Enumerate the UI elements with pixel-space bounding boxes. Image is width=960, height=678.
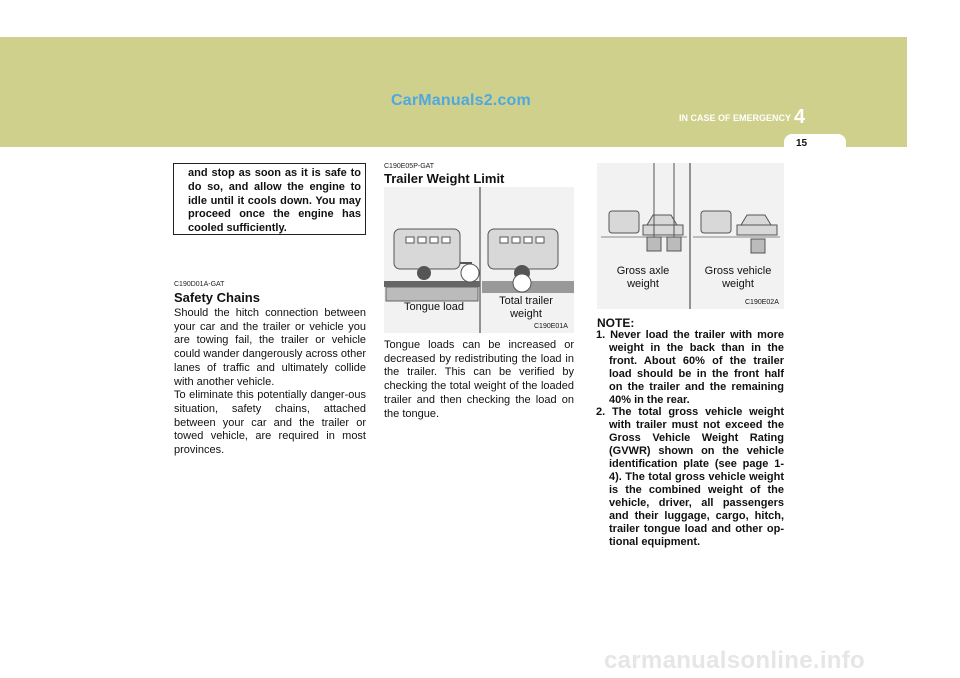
note-item-1: 1. Never load the trailer with more weight in the back than in the front. About 60% of the trailer load should be in the front half on the trailer and the remaining 40% in the rear. xyxy=(596,329,784,406)
warning-box xyxy=(173,163,366,235)
safety-chains-para-2: To eliminate this potentially danger-ous situation, safety chains, attached between your car and the trailer or towed vehicle, are required in most provinces. xyxy=(174,389,366,457)
chapter-number: 4 xyxy=(794,106,806,128)
page-tab xyxy=(784,134,846,152)
trailer-weight-title: Trailer Weight Limit xyxy=(384,171,505,186)
gross-figure-code: C190E02A xyxy=(745,299,779,306)
note-item-2: 2. The total gross vehicle weight with trailer must not exceed the Gross Vehicle Weight Rating (GVWR) shown on the vehicle identification plate (see page 1-4). The total gross vehicle weight is the combined weight of the vehicle, driver, all passengers and their luggage, cargo, hitch, trailer tongue load and other op-tional equipment. xyxy=(596,406,784,548)
gross-axle-weight-label: Gross axle weight xyxy=(616,265,670,290)
safety-chains-para-1: Should the hitch connection between your car and the trailer or vehicle you are towing fail, the trailer or vehicle could wander dangerously across other lanes of traffic and ultimately collide with another vehicle. xyxy=(174,307,367,388)
note-list xyxy=(596,329,784,548)
trailer-weight-code: C190E05P-GAT xyxy=(384,163,435,170)
tongue-load-label: Tongue load xyxy=(404,301,464,313)
gross-weight-figure xyxy=(597,163,784,309)
page-number: 15 xyxy=(796,138,808,149)
tongue-load-figure xyxy=(384,187,574,333)
gross-vehicle-weight-label: Gross vehicle weight xyxy=(704,265,772,290)
note-title: NOTE: xyxy=(597,316,635,330)
safety-chains-title: Safety Chains xyxy=(174,290,260,305)
trailer-weight-body: Tongue loads can be increased or decreased by redistributing the load in the trailer. This can be verified by checking the total weight of the loaded trailer and then checking the load on the tongue. xyxy=(384,339,574,420)
total-trailer-weight-label: Total trailer weight xyxy=(499,295,553,320)
safety-chains-body xyxy=(174,307,366,458)
tongue-figure-code: C190E01A xyxy=(534,323,568,330)
warning-text: and stop as soon as it is safe to do so, and allow the engine to idle until it cools down. You may proceed once the engine has cooled sufficiently. xyxy=(188,167,361,235)
footer-watermark[interactable]: carmanualsonline.info xyxy=(604,647,866,674)
safety-chains-code: C190D01A-GAT xyxy=(174,281,225,288)
site-watermark[interactable]: CarManuals2.com xyxy=(391,92,531,109)
section-title: IN CASE OF EMERGENCY xyxy=(679,113,792,123)
